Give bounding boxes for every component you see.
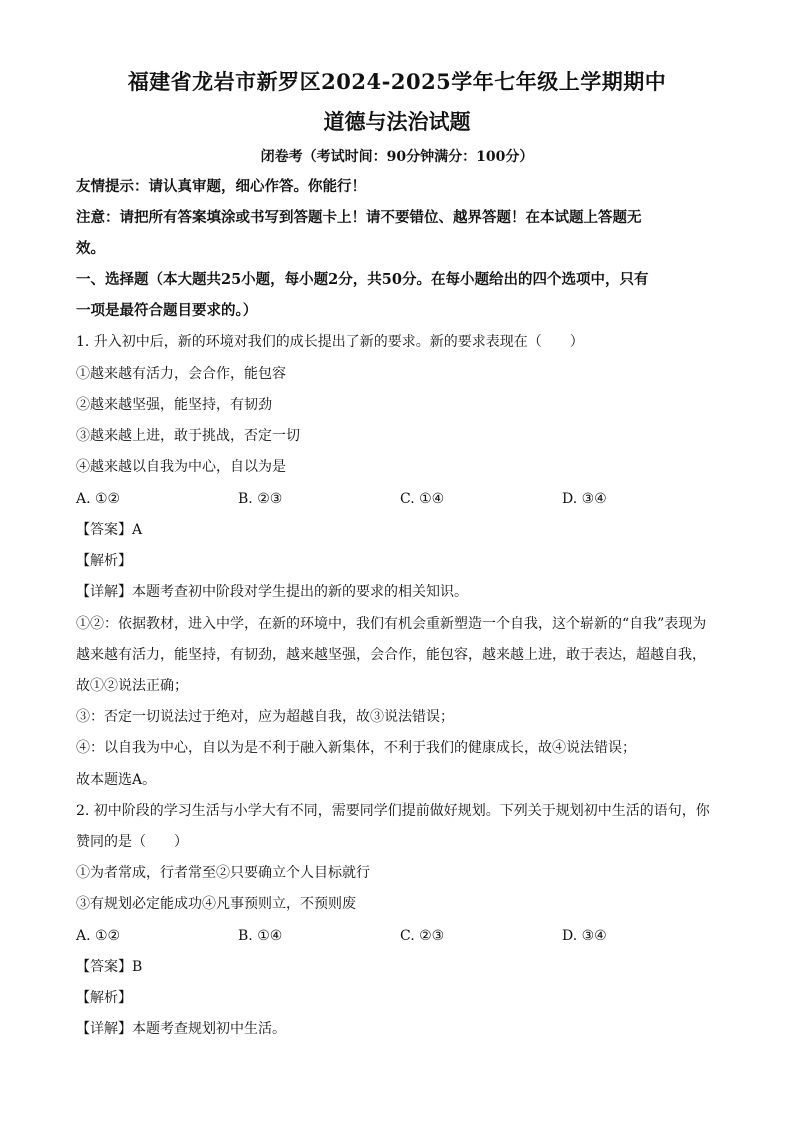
attention-note-line1: 注意：请把所有答案填涂或书写到答题卡上！请不要错位、越界答题！在本试题上答题无 [76, 209, 642, 226]
exam-title: 福建省龙岩市新罗区2024-2025学年七年级上学期期中 [127, 69, 667, 94]
question-2-analysis-label: 【解析】 [76, 990, 132, 1006]
question-2-options-line2: ③有规划必定能成功④凡事预则立，不预则废 [76, 896, 356, 912]
exam-subject: 道德与法治试题 [323, 109, 471, 134]
question-2-choice-b: B. ①④ [238, 928, 283, 944]
question-2-choice-c: C. ②③ [400, 928, 445, 944]
question-1-explanation-line2: 越来越有活力，能坚持，有韧劲，越来越坚强，会合作，能包容，越来越上进，敢于表达，超越自我， [76, 647, 706, 663]
question-1-explanation-line3: 故①②说法正确； [76, 678, 188, 694]
question-1-analysis-label: 【解析】 [76, 553, 132, 569]
question-2-options-line1: ①为者常成，行者常至②只要确立个人目标就行 [76, 865, 370, 881]
tip-note: 友情提示：请认真审题，细心作答。你能行！ [76, 178, 366, 195]
attention-note-line2: 效。 [76, 240, 105, 257]
question-1-option-2: ②越来越坚强，能坚持，有韧劲 [76, 397, 272, 413]
question-2-detail: 【详解】本题考查规划初中生活。 [76, 1021, 286, 1037]
question-1-conclusion: 故本题选A。 [76, 772, 157, 788]
question-1-explanation-line1: ①②：依据教材，进入中学，在新的环境中，我们有机会重新塑造一个自我，这个崭新的“自我”表现为 [76, 616, 707, 632]
exam-subtitle: 闭卷考（考试时间：90分钟满分：100分） [260, 149, 534, 165]
question-1-detail: 【详解】本题考查初中阶段对学生提出的新的要求的相关知识。 [76, 584, 468, 600]
question-1-explanation-2: ③：否定一切说法过于绝对，应为超越自我，故③说法错误； [76, 709, 454, 725]
question-1-answer: 【答案】A [76, 522, 143, 538]
question-2-stem-line1: 2. 初中阶段的学习生活与小学大有不同，需要同学们提前做好规划。下列关于规划初中生活的语句，你 [76, 803, 710, 819]
question-2-choice-a: A. ①② [76, 928, 121, 944]
question-1-option-4: ④越来越以自我为中心，自以为是 [76, 459, 286, 475]
question-1-explanation-3: ④：以自我为中心，自以为是不利于融入新集体，不利于我们的健康成长，故④说法错误； [76, 740, 636, 756]
question-1-stem: 1. 升入初中后，新的环境对我们的成长提出了新的要求。新的要求表现在（ ） [76, 334, 584, 350]
section-heading-line1: 一、选择题（本大题共25小题，每小题2分，共50分。在每小题给出的四个选项中，只有 [76, 271, 649, 288]
question-1-choice-c: C. ①④ [400, 491, 445, 507]
question-1-option-3: ③越来越上进，敢于挑战，否定一切 [76, 428, 300, 444]
question-2-choice-d: D. ③④ [562, 928, 607, 944]
question-2-answer: 【答案】B [76, 959, 143, 975]
question-1-choice-b: B. ②③ [238, 491, 283, 507]
question-1-choice-a: A. ①② [76, 491, 121, 507]
section-heading-line2: 一项是最符合题目要求的。） [76, 302, 258, 319]
question-1-choice-d: D. ③④ [562, 491, 607, 507]
question-1-option-1: ①越来越有活力，会合作，能包容 [76, 366, 286, 382]
question-2-stem-line2: 赞同的是（ ） [76, 834, 188, 850]
